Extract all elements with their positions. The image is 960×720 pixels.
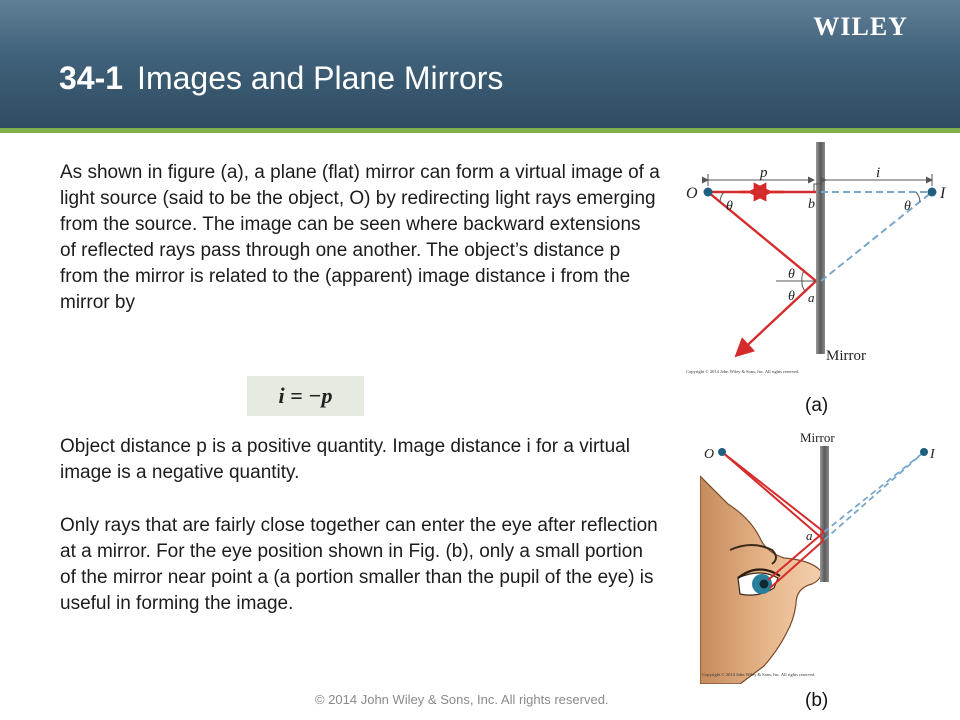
paragraph-eye: Only rays that are fairly close together can enter the eye after reflection at a mirror. For the eye position shown in Fig. (b), only a small portion of the mirror near point a (a portion smaller than the pupil of the eye) is useful in forming the image.: [60, 515, 658, 614]
label-object-b: O: [704, 447, 715, 462]
label-a-b: a: [806, 528, 813, 543]
label-a-point: a: [808, 290, 815, 305]
wiley-logo: WILEY: [813, 12, 908, 41]
formula-box: i = −p: [247, 376, 364, 416]
paragraph-intro: As shown in figure (a), a plane (flat) mirror can form a virtual image of a light source (said to be the object, O) by redirecting light rays emerging from the source. The image can be seen where backward extensions of reflected rays pass through one another. The object’s distance p from the mirror is related to the (apparent) image distance i from the mirror by: [60, 162, 660, 313]
figure-b-diagram: [700, 428, 945, 684]
caption-b: (b): [805, 690, 829, 711]
virtual-ray-b-2: [824, 452, 924, 540]
footer-copyright: © 2014 John Wiley & Sons, Inc. All rights reserved.: [315, 692, 609, 707]
label-theta-reflected: θ: [788, 289, 795, 304]
caption-a: (a): [805, 395, 829, 416]
label-mirror-b: Mirror: [800, 430, 835, 445]
accent-divider: [0, 128, 960, 133]
title-bar: [0, 0, 960, 128]
mirror-a: [816, 142, 825, 354]
label-mirror-a: Mirror: [826, 348, 866, 364]
ray-object-to-a: [708, 192, 816, 281]
label-image-a: I: [940, 185, 946, 202]
virtual-ray-diagonal: [821, 192, 932, 281]
label-theta-incident: θ: [788, 267, 795, 282]
image-point-b: [920, 448, 928, 456]
ray-reflected: [738, 281, 816, 354]
label-i: i: [876, 165, 881, 181]
label-image-b: I: [930, 447, 935, 462]
label-object-a: O: [686, 185, 698, 202]
slide-title: [59, 60, 503, 97]
image-point-a: [928, 188, 937, 197]
object-point-a: [704, 188, 713, 197]
label-theta-object: θ: [726, 199, 733, 214]
label-b: b: [808, 197, 815, 212]
paragraph-distances: Object distance p is a positive quantity. Image distance i for a virtual image is a negative quantity.: [60, 436, 630, 483]
copyright-b: Copyright © 2014 John Wiley & Sons, Inc. All rights reserved.: [702, 672, 816, 677]
copyright-a: Copyright © 2014 John Wiley & Sons, Inc. All rights reserved.: [686, 369, 800, 374]
object-point-b: [718, 448, 726, 456]
section-number: 34-1: [59, 60, 124, 96]
virtual-ray-b-1: [824, 452, 924, 532]
label-p: p: [760, 165, 768, 181]
section-title: Images and Plane Mirrors: [137, 60, 504, 96]
label-theta-image: θ: [904, 199, 911, 214]
mirror-b: [820, 446, 829, 582]
figure-a-diagram: [680, 140, 950, 380]
